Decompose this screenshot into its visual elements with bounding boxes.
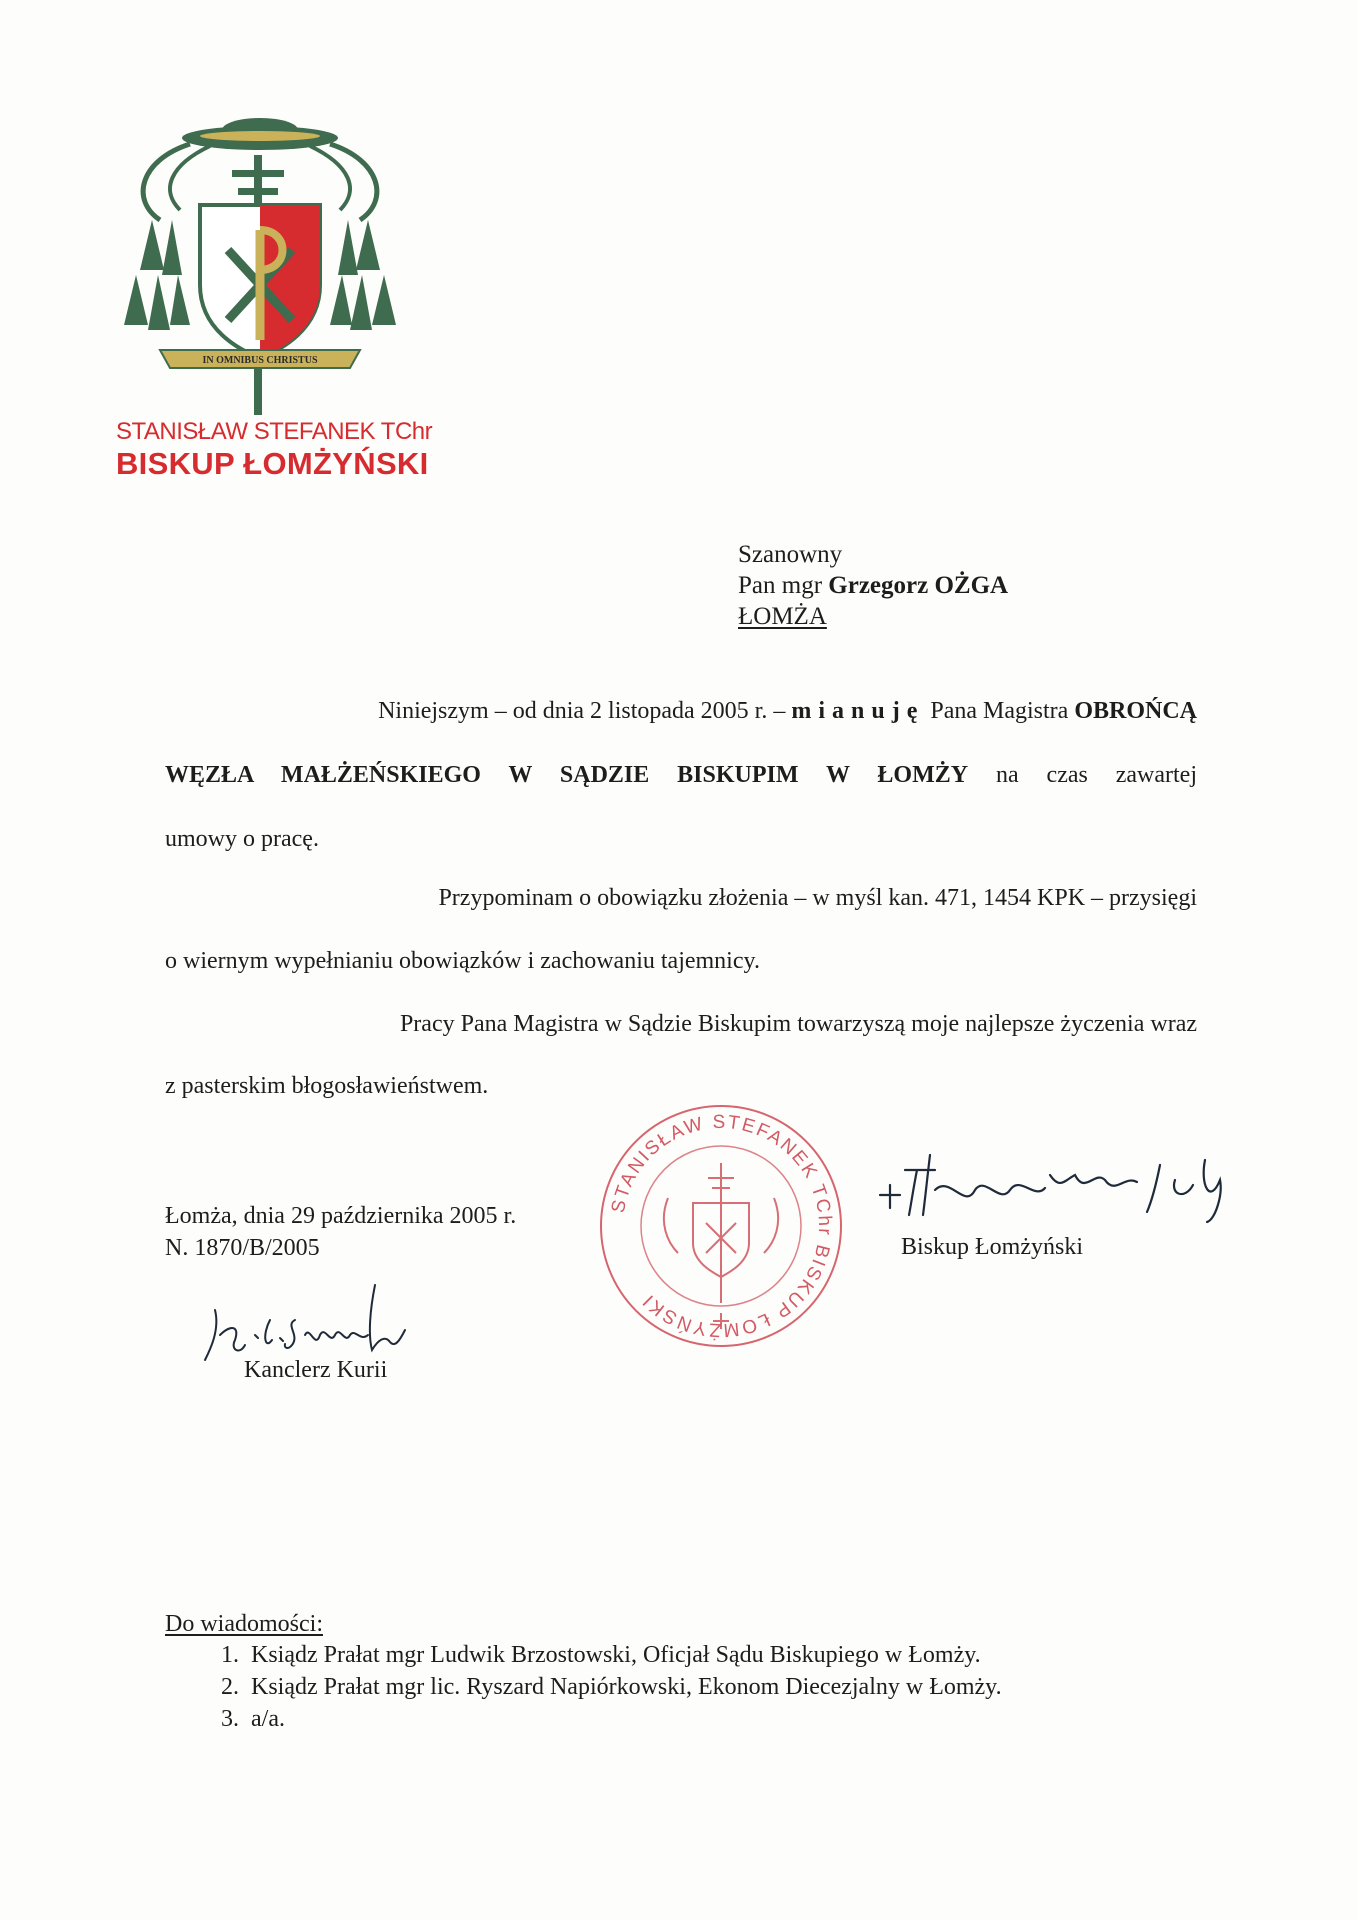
official-stamp xyxy=(598,1103,844,1349)
bishop-signature xyxy=(875,1140,1245,1225)
letterhead-name: STANISŁAW STEFANEK TChr xyxy=(116,418,433,445)
recipient-greeting: Szanowny xyxy=(738,541,843,568)
cc-item: 3. a/a. xyxy=(245,1703,1002,1735)
paragraph-1-line-1 xyxy=(165,698,1197,725)
recipient-address xyxy=(738,539,1008,632)
letterhead-title: BISKUP ŁOMŻYŃSKI xyxy=(116,446,429,481)
place-date: Łomża, dnia 29 października 2005 r. xyxy=(165,1203,517,1229)
cc-item: 1. Ksiądz Prałat mgr Ludwik Brzostowski, Oficjał Sądu Biskupiego w Łomży. xyxy=(245,1639,1002,1671)
paragraph-3-line-1: Pracy Pana Magistra w Sądzie Biskupim towarzyszą moje najlepsze życzenia wraz xyxy=(399,1011,1197,1037)
paragraph-3-line-2: z pasterskim błogosławieństwem. xyxy=(165,1073,489,1099)
p1-text-c: na czas zawartej xyxy=(968,762,1198,788)
stamp-text: STANISŁAW STEFANEK TChr BISKUP ŁOMŻYŃSKI xyxy=(607,1111,836,1341)
motto-text: IN OMNIBUS CHRISTUS xyxy=(202,355,318,366)
p1-verb: mianuję xyxy=(791,698,925,724)
cc-list xyxy=(165,1639,1002,1735)
paragraph-1-line-2 xyxy=(165,762,1197,789)
p1-text-a: Niniejszym – od dnia 2 listopada 2005 r. – xyxy=(378,698,792,724)
p1-bold-1: OBROŃCĄ xyxy=(1074,698,1197,724)
recipient-line xyxy=(738,570,1008,601)
paragraph-2-line-2: o wiernym wypełnianiu obowiązków i zachowaniu tajemnicy. xyxy=(165,948,760,974)
recipient-city: ŁOMŻA xyxy=(738,603,827,630)
p1-bold-2: WĘZŁA MAŁŻEŃSKIEGO W SĄDZIE BISKUPIM W ŁOMŻY xyxy=(165,762,969,788)
coat-of-arms-logo xyxy=(120,110,410,420)
reference-number: N. 1870/B/2005 xyxy=(165,1235,320,1261)
paragraph-1-line-3: umowy o pracę. xyxy=(165,826,319,852)
cc-item: 2. Ksiądz Prałat mgr lic. Ryszard Napiórkowski, Ekonom Diecezjalny w Łomży. xyxy=(245,1671,1002,1703)
place-date-block xyxy=(165,1200,516,1264)
recipient-name: Grzegorz OŻGA xyxy=(828,572,1009,599)
cc-title: Do wiadomości: xyxy=(165,1611,323,1637)
cc-section xyxy=(165,1609,1002,1735)
chancellor-title: Kanclerz Kurii xyxy=(244,1357,388,1383)
p1-text-b: Pana Magistra xyxy=(924,698,1075,724)
recipient-prefix: Pan mgr xyxy=(738,572,823,599)
paragraph-2-line-1: Przypominam o obowiązku złożenia – w myśl kan. 471, 1454 KPK – przysięgi xyxy=(438,885,1197,911)
bishop-title: Biskup Łomżyński xyxy=(901,1234,1084,1260)
